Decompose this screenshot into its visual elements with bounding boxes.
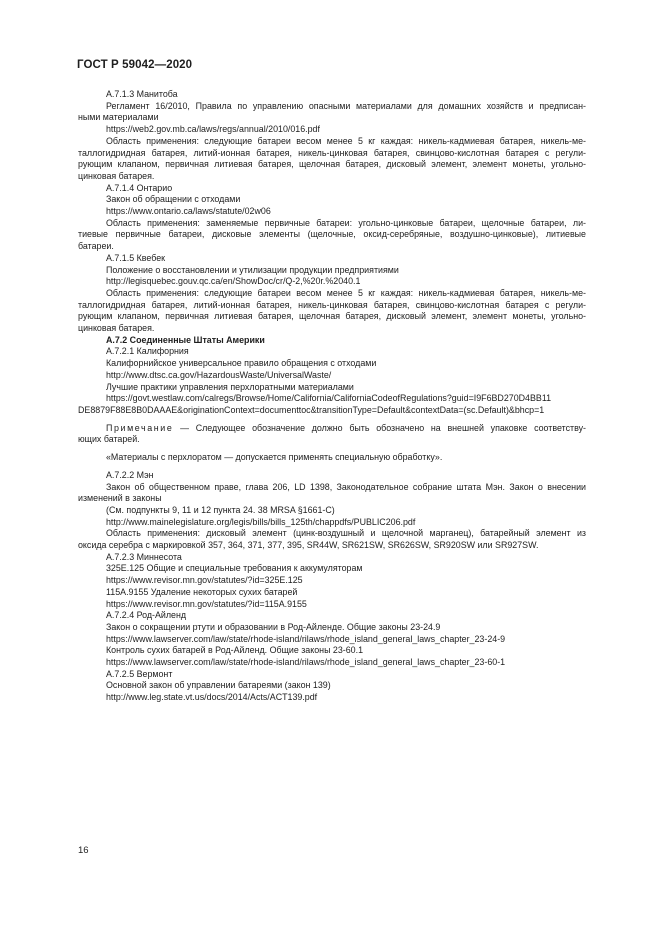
subsection-heading: А.7.2.3 Миннесота bbox=[106, 551, 182, 562]
paragraph-line: Закон об обращении с отходами bbox=[106, 194, 241, 205]
subsection-heading: А.7.1.3 Манитоба bbox=[106, 89, 178, 99]
subsection-heading: А.7.2.1 Калифорния bbox=[106, 346, 189, 357]
url-link[interactable]: https://www.ontario.ca/laws/statute/02w06 bbox=[106, 206, 271, 217]
url-link[interactable]: https://govt.westlaw.com/calregs/Browse/Home/California/CaliforniaCodeofRegulations?guid=I9F6BD270D4BB11 bbox=[106, 393, 552, 404]
section-heading: А.7.2 Соединенные Штаты Америки bbox=[106, 334, 265, 345]
note-text: ющих батарей. bbox=[78, 434, 140, 445]
document-body bbox=[78, 89, 586, 704]
paragraph-line: цинковая батарея. bbox=[78, 323, 155, 334]
quote-text: «Материалы с перхлоратом — допускается применять специальную обработку». bbox=[106, 452, 443, 463]
paragraph-line: Область применения: заменяемые первичные батареи: угольно-цинковые батареи, щелочные батареи, ли- bbox=[106, 217, 586, 228]
note-label: Примечание bbox=[106, 422, 174, 433]
paragraph-line: Закон о сокращении ртути и образовании в Род-Айленде. Общие законы 23-24.9 bbox=[106, 621, 441, 632]
paragraph-line: тиевые первичные батареи, дисковые элементы (щелочные, оксид-серебряные, воздушно-цинковые), литиевые bbox=[78, 229, 586, 240]
url-link[interactable]: DE8879F88E8B0DAAAE&originationContext=documenttoc&transitionType=Default&contextData=(sc.Default)&bhcp=1 bbox=[78, 404, 545, 415]
paragraph-line: Регламент 16/2010, Правила по управлению опасными материалами для домашних хозяйств и предписан- bbox=[106, 100, 586, 111]
paragraph-line: ными материалами bbox=[78, 112, 159, 123]
paragraph-line: Лучшие практики управления перхлоратными материалами bbox=[106, 381, 354, 392]
paragraph-line: изменений в законы bbox=[78, 493, 162, 504]
paragraph-line: рующим клапаном, первичная литиевая батарея, щелочная батарея, дисковый элемент, элемент монеты, угольно- bbox=[78, 311, 586, 322]
paragraph-line: Область применения: дисковый элемент (цинк-воздушный и щелочной марганец), батарейный элемент из bbox=[106, 528, 586, 539]
paragraph-line: Область применения: следующие батареи весом менее 5 кг каждая: никель-кадмиевая батарея, никель-ме- bbox=[106, 135, 586, 146]
paragraph-line: 325E.125 Общие и специальные требования к аккумуляторам bbox=[106, 563, 363, 574]
url-link[interactable]: https://www.lawserver.com/law/state/rhode-island/rilaws/rhode_island_general_laws_chapter_23-60-1 bbox=[106, 657, 506, 668]
paragraph-line: цинковая батарея. bbox=[78, 170, 155, 181]
note-text: — Следующее обозначение должно быть обозначено на внешней упаковке соответству- bbox=[173, 422, 586, 433]
paragraph-line: батареи. bbox=[78, 241, 114, 252]
paragraph-line: Закон об общественном праве, глава 206, LD 1398, Законодательное собрание штата Мэн. Закон о внесении bbox=[106, 481, 586, 492]
paragraph-line: оксида серебра с маркировкой 357, 364, 371, 377, 395, SR44W, SR621SW, SR626SW, SR920SW или SR927SW. bbox=[78, 540, 539, 551]
url-link[interactable]: http://www.mainelegislature.org/legis/bills/bills_125th/chappdfs/PUBLIC206.pdf bbox=[106, 516, 416, 527]
paragraph-line: Калифорнийское универсальное правило обращения с отходами bbox=[106, 358, 377, 369]
url-link[interactable]: https://www.revisor.mn.gov/statutes/?id=115A.9155 bbox=[106, 598, 307, 609]
subsection-heading: А.7.1.4 Онтарио bbox=[106, 182, 173, 193]
url-link[interactable]: https://www.revisor.mn.gov/statutes/?id=325E.125 bbox=[106, 575, 303, 586]
url-link[interactable]: https://www.lawserver.com/law/state/rhode-island/rilaws/rhode_island_general_laws_chapter_23-24-9 bbox=[106, 633, 506, 644]
paragraph-line: Основной закон об управлении батареями (закон 139) bbox=[106, 680, 331, 691]
subsection-heading: А.7.2.4 Род-Айленд bbox=[106, 610, 187, 621]
paragraph-line: Область применения: следующие батареи весом менее 5 кг каждая: никель-кадмиевая батарея, никель-ме- bbox=[106, 287, 586, 298]
url-link[interactable]: https://web2.gov.mb.ca/laws/regs/annual/2010/016.pdf bbox=[106, 124, 320, 135]
document-header: ГОСТ Р 59042—2020 bbox=[77, 59, 193, 71]
paragraph-line: Положение о восстановлении и утилизации продукции предприятиями bbox=[106, 264, 399, 275]
subsection-heading: А.7.2.5 Вермонт bbox=[106, 668, 173, 679]
url-link[interactable]: http://legisquebec.gouv.qc.ca/en/ShowDoc/cr/Q-2,%20r.%2040.1 bbox=[106, 276, 361, 287]
paragraph-line: 115A.9155 Удаление некоторых сухих батарей bbox=[106, 586, 298, 597]
paragraph-line: таллогидридная батарея, литий-ионная батарея, никель-цинковая батарея, свинцово-кислотная батарея с регули- bbox=[78, 147, 586, 158]
paragraph-line: рующим клапаном, первичная литиевая батарея, щелочная батарея, дисковый элемент, элемент монеты, угольно- bbox=[78, 159, 586, 170]
note-paragraph bbox=[78, 423, 586, 435]
paragraph-line: таллогидридная батарея, литий-ионная батарея, никель-цинковая батарея, свинцово-кислотная батарея с регули- bbox=[78, 299, 586, 310]
paragraph-line: (См. подпункты 9, 11 и 12 пункта 24. 38 MRSA §1661-C) bbox=[106, 504, 335, 515]
subsection-heading: А.7.1.5 Квебек bbox=[106, 252, 166, 263]
url-link[interactable]: http://www.leg.state.vt.us/docs/2014/Acts/ACT139.pdf bbox=[106, 692, 318, 703]
subsection-heading: А.7.2.2 Мэн bbox=[106, 469, 154, 480]
url-link[interactable]: http://www.dtsc.ca.gov/HazardousWaste/UniversalWaste/ bbox=[106, 369, 332, 380]
paragraph-line: Контроль сухих батарей в Род-Айленд. Общие законы 23-60.1 bbox=[106, 645, 364, 656]
page-number: 16 bbox=[78, 845, 89, 856]
